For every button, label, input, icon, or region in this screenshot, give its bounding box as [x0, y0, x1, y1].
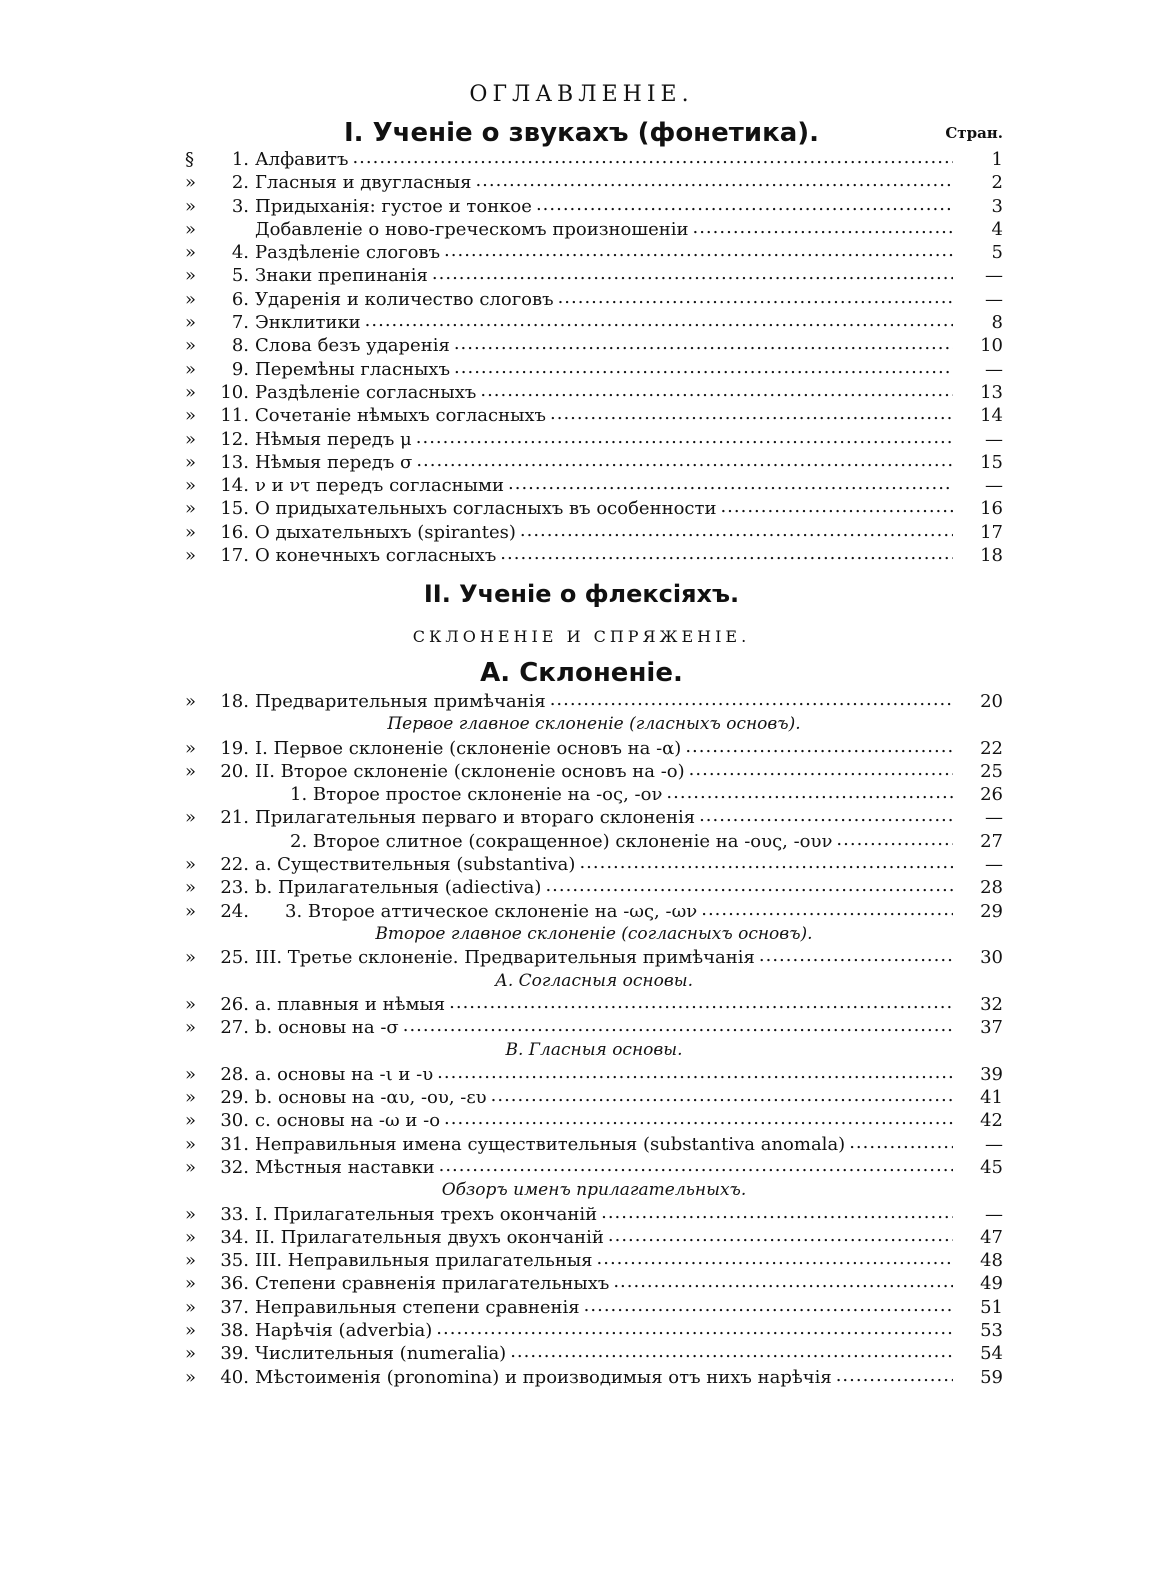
- toc-subheading-text: В. Гласныя основы.: [505, 1040, 683, 1061]
- toc-leader-dots: [432, 262, 953, 285]
- toc-entry-page: 48: [980, 1250, 1003, 1272]
- toc-entry: [185, 195, 1003, 218]
- toc-entry-page: 32: [980, 993, 1003, 1015]
- toc-entry-number: 15.: [220, 498, 249, 520]
- toc-entry-mark: »: [185, 760, 197, 782]
- toc-entry: [185, 544, 1003, 567]
- toc-entry-number: 36.: [220, 1273, 249, 1295]
- toc-entry: [185, 1272, 1003, 1295]
- toc-leader-dots: [437, 1061, 953, 1084]
- toc-entry-mark: »: [185, 1343, 197, 1365]
- toc-entry-mark: »: [185, 877, 197, 899]
- toc-entry-mark: »: [185, 1156, 197, 1178]
- toc-entry-mark: »: [185, 475, 197, 497]
- toc-leader-dots: [613, 1270, 953, 1293]
- toc-entry-mark: §: [185, 149, 194, 170]
- toc-entry-page: —: [985, 265, 1003, 287]
- toc-entry: [185, 1086, 1003, 1109]
- toc-entry-number: 12.: [220, 428, 249, 450]
- toc-entry-number: 23.: [220, 877, 249, 899]
- toc-entry: [185, 737, 1003, 760]
- toc-entry-number: 25.: [220, 947, 249, 969]
- toc-leader-dots: [685, 735, 953, 758]
- toc-entry-text: О конечныхъ согласныхъ: [255, 545, 497, 567]
- page-title: ОГЛАВЛЕНІЕ.: [469, 82, 694, 107]
- toc-entry: [185, 428, 1003, 451]
- toc-entry-text: III. Третье склоненіе. Предварительныя примѣчанія: [255, 947, 755, 969]
- toc-entry-text: b. основы на -σ: [255, 1017, 399, 1039]
- toc-entry-text: a. плавныя и нѣмыя: [255, 993, 446, 1015]
- toc-entry-text: Неправильныя имена существительныя (substantiva anomala): [255, 1133, 846, 1155]
- toc-entry-text: 2. Второе слитное (сокращенное) склоненіе на -ους, -ουν: [290, 830, 833, 852]
- toc-leader-dots: [500, 542, 953, 565]
- toc-entry: [185, 830, 1003, 853]
- toc-entry: [185, 900, 1003, 923]
- toc-leader-dots: [692, 216, 953, 239]
- toc-entry-page: —: [985, 358, 1003, 380]
- toc-entry-page: 45: [980, 1156, 1003, 1178]
- toc-entry-mark: »: [185, 1250, 197, 1272]
- toc-entry-page: 54: [980, 1343, 1003, 1365]
- toc-entry-text: Гласныя и двугласныя: [255, 172, 472, 194]
- toc-entry-text: Алфавитъ: [255, 149, 349, 170]
- toc-entry-page: —: [985, 475, 1003, 497]
- toc-subheading-text: А. Согласныя основы.: [494, 970, 694, 991]
- toc-leader-dots: [608, 1224, 953, 1247]
- toc-entry: [185, 1109, 1003, 1132]
- toc-entry-number: 29.: [220, 1087, 249, 1109]
- toc-entry-number: 17.: [220, 545, 249, 567]
- section2-toc: [185, 690, 1003, 1389]
- toc-entry-mark: »: [185, 1296, 197, 1318]
- toc-entry-text: Прилагательныя перваго и втораго склоненія: [255, 807, 696, 829]
- toc-entry: [185, 876, 1003, 899]
- toc-entry-page: 3: [991, 195, 1003, 217]
- toc-entry-number: 20.: [220, 760, 249, 782]
- toc-entry-number: 4.: [231, 242, 249, 264]
- toc-entry-mark: »: [185, 218, 197, 240]
- toc-entry-mark: »: [185, 1087, 197, 1109]
- toc-entry-number: 5.: [231, 265, 249, 287]
- toc-entry-mark: »: [185, 451, 197, 473]
- toc-entry: [185, 497, 1003, 520]
- toc-entry-mark: »: [185, 1063, 197, 1085]
- toc-entry: [185, 451, 1003, 474]
- toc-entry-mark: »: [185, 1366, 197, 1388]
- toc-entry-number: 30.: [220, 1110, 249, 1132]
- toc-leader-dots: [475, 169, 953, 192]
- toc-entry-text: Раздѣленіе слоговъ: [255, 242, 441, 264]
- toc-entry-text: О дыхательныхъ (spirantes): [255, 521, 516, 543]
- toc-entry-mark: »: [185, 1273, 197, 1295]
- toc-entry: [185, 806, 1003, 829]
- toc-leader-dots: [520, 519, 953, 542]
- toc-entry-mark: »: [185, 265, 197, 287]
- toc-leader-dots: [550, 688, 953, 711]
- toc-entry-mark: »: [185, 1017, 197, 1039]
- toc-entry: [185, 1249, 1003, 1272]
- toc-entry: [185, 381, 1003, 404]
- toc-entry-number: 34.: [220, 1226, 249, 1248]
- toc-entry-number: 26.: [220, 993, 249, 1015]
- toc-leader-dots: [579, 851, 953, 874]
- toc-entry-text: b. Прилагательныя (adiectiva): [255, 877, 542, 899]
- toc-entry: [185, 218, 1003, 241]
- toc-entry-page: 20: [980, 691, 1003, 712]
- toc-entry-number: 28.: [220, 1063, 249, 1085]
- toc-leader-dots: [454, 356, 953, 379]
- toc-leader-dots: [836, 828, 953, 851]
- toc-subheading: [185, 1179, 1003, 1202]
- toc-leader-dots: [510, 1340, 953, 1363]
- toc-leader-dots: [597, 1247, 953, 1270]
- toc-entry-mark: »: [185, 498, 197, 520]
- toc-entry-text: 3. Второе аттическое склоненіе на -ως, -ων: [285, 900, 698, 922]
- toc-entry-page: 22: [980, 737, 1003, 759]
- toc-entry-mark: »: [185, 900, 197, 922]
- toc-leader-dots: [508, 472, 953, 495]
- toc-leader-dots: [491, 1084, 953, 1107]
- toc-entry: [185, 1016, 1003, 1039]
- toc-entry-page: —: [985, 807, 1003, 829]
- toc-entry-text: Энклитики: [255, 312, 361, 334]
- toc-entry-number: 3.: [231, 195, 249, 217]
- toc-subheading-text: Второе главное склоненіе (согласныхъ основъ).: [375, 923, 813, 944]
- toc-entry-page: 30: [980, 947, 1003, 969]
- toc-leader-dots: [416, 426, 953, 449]
- toc-entry-text: I. Первое склоненіе (склоненіе основъ на -α): [255, 737, 682, 759]
- toc-entry: [185, 148, 1003, 171]
- toc-entry: [185, 311, 1003, 334]
- toc-entry: [185, 1063, 1003, 1086]
- toc-entry: [185, 358, 1003, 381]
- toc-entry-text: Числительныя (numeralia): [255, 1343, 507, 1365]
- toc-entry-mark: »: [185, 1320, 197, 1342]
- section1-title: I. Ученіе о звукахъ (фонетика).: [343, 118, 820, 148]
- toc-entry: [185, 1342, 1003, 1365]
- toc-entry-mark: »: [185, 172, 197, 194]
- toc-entry-number: 31.: [220, 1133, 249, 1155]
- toc-entry: [185, 1366, 1003, 1389]
- toc-entry: [185, 1156, 1003, 1179]
- toc-entry-page: 18: [980, 545, 1003, 567]
- toc-entry-number: 18.: [220, 691, 249, 712]
- toc-leader-dots: [759, 944, 953, 967]
- toc-entry-text: c. основы на -ω и -ο: [255, 1110, 441, 1132]
- toc-entry-number: 10.: [220, 381, 249, 403]
- toc-entry-mark: »: [185, 521, 197, 543]
- toc-entry-number: 6.: [231, 288, 249, 310]
- toc-entry-text: II. Второе склоненіе (склоненіе основъ на -ο): [255, 760, 685, 782]
- toc-entry-number: 7.: [231, 312, 249, 334]
- toc-subheading: [185, 970, 1003, 993]
- toc-entry-number: 38.: [220, 1320, 249, 1342]
- toc-entry-number: 33.: [220, 1203, 249, 1225]
- toc-entry-text: Нарѣчія (adverbia): [255, 1320, 433, 1342]
- toc-entry-text: 1. Второе простое склоненіе на -ος, -ον: [290, 784, 663, 806]
- toc-entry-page: —: [985, 288, 1003, 310]
- toc-entry-page: 16: [980, 498, 1003, 520]
- toc-entry-text: Добавленіе о ново-греческомъ произношеніи: [255, 218, 689, 240]
- toc-entry-number: 21.: [220, 807, 249, 829]
- toc-leader-dots: [584, 1294, 953, 1317]
- toc-leader-dots: [449, 991, 953, 1014]
- toc-entry-text: Придыханія: густое и тонкое: [255, 195, 532, 217]
- toc-entry-page: 1: [991, 149, 1003, 170]
- subsection-title: А. Склоненіе.: [480, 658, 683, 688]
- toc-entry-mark: »: [185, 807, 197, 829]
- toc-entry-page: 15: [980, 451, 1003, 473]
- toc-leader-dots: [436, 1317, 953, 1340]
- toc-entry-number: 35.: [220, 1250, 249, 1272]
- toc-entry-mark: »: [185, 947, 197, 969]
- toc-subheading-text: Обзоръ именъ прилагательныхъ.: [441, 1180, 747, 1201]
- toc-entry: [185, 404, 1003, 427]
- toc-entry-number: 2.: [231, 172, 249, 194]
- toc-entry: [185, 853, 1003, 876]
- toc-subheading-text: Первое главное склоненіе (гласныхъ основъ).: [387, 714, 801, 735]
- toc-entry-page: 26: [980, 784, 1003, 806]
- toc-leader-dots: [403, 1014, 953, 1037]
- toc-entry: [185, 1133, 1003, 1156]
- toc-entry-page: 8: [991, 312, 1003, 334]
- toc-entry-mark: »: [185, 312, 197, 334]
- toc-entry-page: 27: [980, 830, 1003, 852]
- toc-entry-text: Предварительныя примѣчанія: [255, 691, 546, 712]
- toc-entry-number: 16.: [220, 521, 249, 543]
- toc-entry-page: 53: [980, 1320, 1003, 1342]
- toc-leader-dots: [454, 332, 953, 355]
- section2-title: II. Ученіе о флексіяхъ.: [423, 580, 740, 608]
- toc-entry-page: 25: [980, 760, 1003, 782]
- toc-entry-page: 42: [980, 1110, 1003, 1132]
- toc-entry: [185, 264, 1003, 287]
- toc-entry-number: 11.: [220, 405, 249, 427]
- toc-entry-page: 39: [980, 1063, 1003, 1085]
- toc-entry-page: 29: [980, 900, 1003, 922]
- toc-subheading: [185, 1039, 1003, 1062]
- toc-entry-number: 27.: [220, 1017, 249, 1039]
- toc-entry-page: 28: [980, 877, 1003, 899]
- toc-entry: [185, 1319, 1003, 1342]
- toc-entry-text: b. основы на -αυ, -ου, -ευ: [255, 1087, 487, 1109]
- toc-leader-dots: [558, 286, 953, 309]
- toc-entry-number: 40.: [220, 1366, 249, 1388]
- toc-leader-dots: [416, 449, 953, 472]
- toc-entry-text: a. основы на -ι и -υ: [255, 1063, 434, 1085]
- toc-entry-text: Сочетаніе нѣмыхъ согласныхъ: [255, 405, 547, 427]
- toc-entry-page: 51: [980, 1296, 1003, 1318]
- toc-entry-mark: »: [185, 545, 197, 567]
- toc-entry: [185, 241, 1003, 264]
- toc-entry-text: Неправильныя степени сравненія: [255, 1296, 580, 1318]
- toc-leader-dots: [836, 1364, 953, 1387]
- toc-leader-dots: [720, 495, 953, 518]
- toc-leader-dots: [352, 146, 953, 169]
- toc-entry-page: 17: [980, 521, 1003, 543]
- toc-entry-mark: »: [185, 405, 197, 427]
- toc-entry-text: III. Неправильныя прилагательныя: [255, 1250, 593, 1272]
- toc-entry-mark: »: [185, 195, 197, 217]
- toc-entry: [185, 783, 1003, 806]
- toc-entry-mark: »: [185, 358, 197, 380]
- toc-leader-dots: [444, 1107, 953, 1130]
- toc-entry-number: 37.: [220, 1296, 249, 1318]
- toc-entry: [185, 288, 1003, 311]
- toc-entry: [185, 334, 1003, 357]
- toc-entry-text: Знаки препинанія: [255, 265, 428, 287]
- toc-entry-mark: »: [185, 854, 197, 876]
- toc-entry-mark: »: [185, 242, 197, 264]
- toc-entry-page: 49: [980, 1273, 1003, 1295]
- toc-entry-page: 13: [980, 381, 1003, 403]
- toc-leader-dots: [365, 309, 953, 332]
- toc-entry-text: О придыхательныхъ согласныхъ въ особенности: [255, 498, 717, 520]
- toc-entry-text: Мѣстоименія (pronomina) и производимыя отъ нихъ нарѣчія: [255, 1366, 832, 1388]
- toc-leader-dots: [666, 781, 953, 804]
- toc-entry-number: 22.: [220, 854, 249, 876]
- toc-entry-text: Нѣмыя передъ σ: [255, 451, 413, 473]
- toc-entry-text: Перемѣны гласныхъ: [255, 358, 451, 380]
- toc-entry-mark: »: [185, 1133, 197, 1155]
- toc-entry-number: 9.: [231, 358, 249, 380]
- toc-entry: [185, 1226, 1003, 1249]
- toc-leader-dots: [439, 1154, 953, 1177]
- toc-leader-dots: [550, 402, 953, 425]
- toc-entry-mark: »: [185, 335, 197, 357]
- section2-subtitle: СКЛОНЕНІЕ И СПРЯЖЕНІЕ.: [412, 627, 751, 646]
- toc-entry-number: 1.: [231, 149, 249, 170]
- toc-entry-page: 37: [980, 1017, 1003, 1039]
- toc-entry-text: I. Прилагательныя трехъ окончаній: [255, 1203, 598, 1225]
- toc-leader-dots: [545, 874, 953, 897]
- toc-leader-dots: [601, 1201, 953, 1224]
- toc-entry-mark: »: [185, 288, 197, 310]
- toc-entry: [185, 946, 1003, 969]
- toc-entry-page: 59: [980, 1366, 1003, 1388]
- toc-entry-text: Степени сравненія прилагательныхъ: [255, 1273, 610, 1295]
- toc-entry-number: 39.: [220, 1343, 249, 1365]
- toc-entry-text: II. Прилагательныя двухъ окончаній: [255, 1226, 604, 1248]
- toc-entry-mark: »: [185, 993, 197, 1015]
- toc-entry-mark: »: [185, 1226, 197, 1248]
- toc-entry: [185, 760, 1003, 783]
- toc-entry-mark: »: [185, 691, 197, 712]
- toc-entry: [185, 690, 1003, 713]
- page-column-label: Стран.: [945, 124, 1003, 142]
- toc-entry: [185, 1203, 1003, 1226]
- toc-entry-mark: »: [185, 1110, 197, 1132]
- toc-entry-number: 8.: [231, 335, 249, 357]
- toc-entry-text: Слова безъ ударенія: [255, 335, 450, 357]
- toc-entry: [185, 474, 1003, 497]
- toc-leader-dots: [689, 758, 953, 781]
- toc-entry: [185, 171, 1003, 194]
- toc-entry-text: a. Существительныя (substantiva): [255, 854, 576, 876]
- toc-entry-page: —: [985, 428, 1003, 450]
- toc-leader-dots: [701, 898, 953, 921]
- toc-entry: [185, 993, 1003, 1016]
- toc-entry: [185, 1296, 1003, 1319]
- toc-leader-dots: [849, 1131, 953, 1154]
- toc-entry-number: 13.: [220, 451, 249, 473]
- toc-entry: [185, 521, 1003, 544]
- toc-entry-text: Нѣмыя передъ μ: [255, 428, 412, 450]
- toc-entry-page: 10: [980, 335, 1003, 357]
- toc-leader-dots: [699, 804, 953, 827]
- toc-entry-page: 41: [980, 1087, 1003, 1109]
- toc-entry-page: 47: [980, 1226, 1003, 1248]
- toc-subheading: [185, 713, 1003, 736]
- section1-toc: [185, 148, 1003, 567]
- toc-leader-dots: [480, 379, 953, 402]
- toc-entry-number: 32.: [220, 1156, 249, 1178]
- toc-entry-page: —: [985, 1203, 1003, 1225]
- toc-leader-dots: [444, 239, 953, 262]
- toc-entry-page: 14: [980, 405, 1003, 427]
- toc-entry-page: 2: [991, 172, 1003, 194]
- toc-entry-text: Ударенія и количество слоговъ: [255, 288, 554, 310]
- toc-entry-mark: »: [185, 428, 197, 450]
- toc-entry-page: 4: [991, 218, 1003, 240]
- toc-entry-text: Мѣстныя наставки: [255, 1156, 435, 1178]
- toc-entry-page: —: [985, 1133, 1003, 1155]
- toc-entry-mark: »: [185, 737, 197, 759]
- toc-leader-dots: [536, 193, 953, 216]
- toc-entry-mark: »: [185, 381, 197, 403]
- toc-entry-number: 14.: [220, 475, 249, 497]
- toc-entry-page: —: [985, 854, 1003, 876]
- toc-entry-text: ν и ντ передъ согласными: [255, 475, 505, 497]
- toc-entry-number: 19.: [220, 737, 249, 759]
- toc-entry-number: 24.: [220, 900, 249, 922]
- toc-entry-text: Раздѣленіе согласныхъ: [255, 381, 477, 403]
- toc-entry-page: 5: [991, 242, 1003, 264]
- toc-subheading: [185, 923, 1003, 946]
- toc-entry-mark: »: [185, 1203, 197, 1225]
